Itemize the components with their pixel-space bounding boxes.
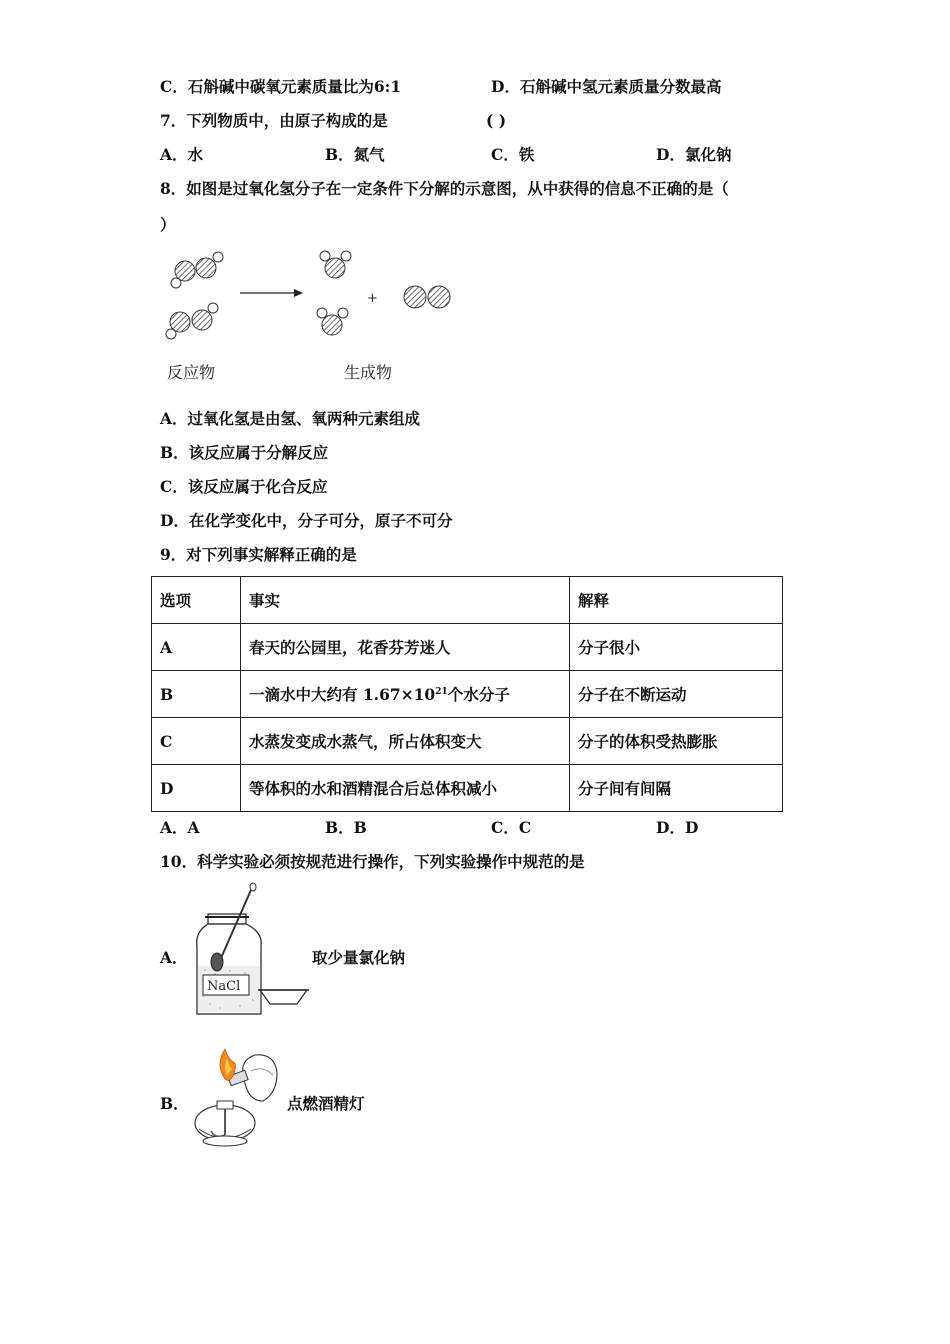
q8-option-d: D．在化学变化中，分子可分，原子不可分 [160, 511, 453, 530]
reactant-molecule-1 [171, 252, 223, 288]
fact-exponent: 21 [435, 686, 448, 697]
header-fact: 事实 [241, 577, 570, 624]
molecule-diagram [160, 245, 480, 355]
q9-option-c: C．C [491, 818, 532, 837]
salt-bottle-illustration [185, 880, 315, 1020]
row-fact: 春天的公园里，花香芬芳迷人 [241, 624, 570, 671]
header-option: 选项 [152, 577, 241, 624]
table-row [152, 718, 783, 765]
row-option: C [152, 718, 241, 765]
q8-option-a: A．过氧化氢是由氢、氧两种元素组成 [160, 409, 421, 428]
q9-option-d: D．D [656, 818, 699, 837]
q9-option-a: A．A [160, 818, 200, 837]
product-oxygen-molecule [404, 286, 450, 308]
reaction-arrow [240, 289, 303, 297]
q9-option-b: B．B [325, 818, 367, 837]
q6-option-c: C．石斛碱中碳氧元素质量比为6:1 [160, 77, 402, 96]
q10-option-b-text: 点燃酒精灯 [287, 1094, 365, 1113]
reactant-label: 反应物 [167, 363, 216, 382]
product-label: 生成物 [344, 363, 393, 382]
q7-answer-paren: ( ) [486, 111, 507, 130]
product-water-molecule-2 [317, 308, 348, 335]
row-fact [241, 671, 570, 718]
facts-table [151, 576, 783, 812]
row-option: D [152, 765, 241, 812]
row-reason: 分子间有间隔 [570, 765, 783, 812]
q10-option-a-text: 取少量氯化钠 [312, 948, 406, 967]
header-reason: 解释 [570, 577, 783, 624]
q10-option-a-label: A． [160, 948, 188, 967]
q8-stem: 8．如图是过氧化氢分子在一定条件下分解的示意图，从中获得的信息不正确的是（ [160, 179, 729, 198]
reactant-molecule-2 [166, 303, 218, 339]
product-water-molecule-1 [320, 251, 351, 278]
q7-option-a: A．水 [160, 145, 204, 164]
row-reason: 分子的体积受热膨胀 [570, 718, 783, 765]
q10-stem: 10．科学实验必须按规范进行操作，下列实验操作中规范的是 [160, 852, 585, 871]
q7-option-b: B．氮气 [325, 145, 385, 164]
fact-text-pre: 一滴水中大约有 1.67×10 [249, 685, 436, 704]
q6-option-d: D．石斛碱中氢元素质量分数最高 [491, 77, 722, 96]
plus-sign: + [367, 291, 378, 306]
table-row [152, 624, 783, 671]
row-option: A [152, 624, 241, 671]
table-row [152, 765, 783, 812]
row-reason: 分子很小 [570, 624, 783, 671]
row-reason: 分子在不断运动 [570, 671, 783, 718]
q7-option-c: C．铁 [491, 145, 535, 164]
q8-option-b: B．该反应属于分解反应 [160, 443, 329, 462]
row-option: B [152, 671, 241, 718]
alcohol-lamp-illustration [185, 1043, 295, 1153]
q10-option-b-label: B． [160, 1094, 189, 1113]
table-header-row [152, 577, 783, 624]
row-fact: 水蒸发变成水蒸气，所占体积变大 [241, 718, 570, 765]
bottle-label-text: NaCl [207, 979, 241, 994]
q7-stem: 7．下列物质中，由原子构成的是 [160, 111, 388, 130]
q8-stem-close: ） [160, 215, 176, 234]
table-row [152, 671, 783, 718]
fact-text-post: 个水分子 [447, 685, 510, 704]
q7-option-d: D．氯化钠 [656, 145, 732, 164]
q9-stem: 9．对下列事实解释正确的是 [160, 545, 357, 564]
row-fact: 等体积的水和酒精混合后总体积减小 [241, 765, 570, 812]
q8-option-c: C．该反应属于化合反应 [160, 477, 328, 496]
